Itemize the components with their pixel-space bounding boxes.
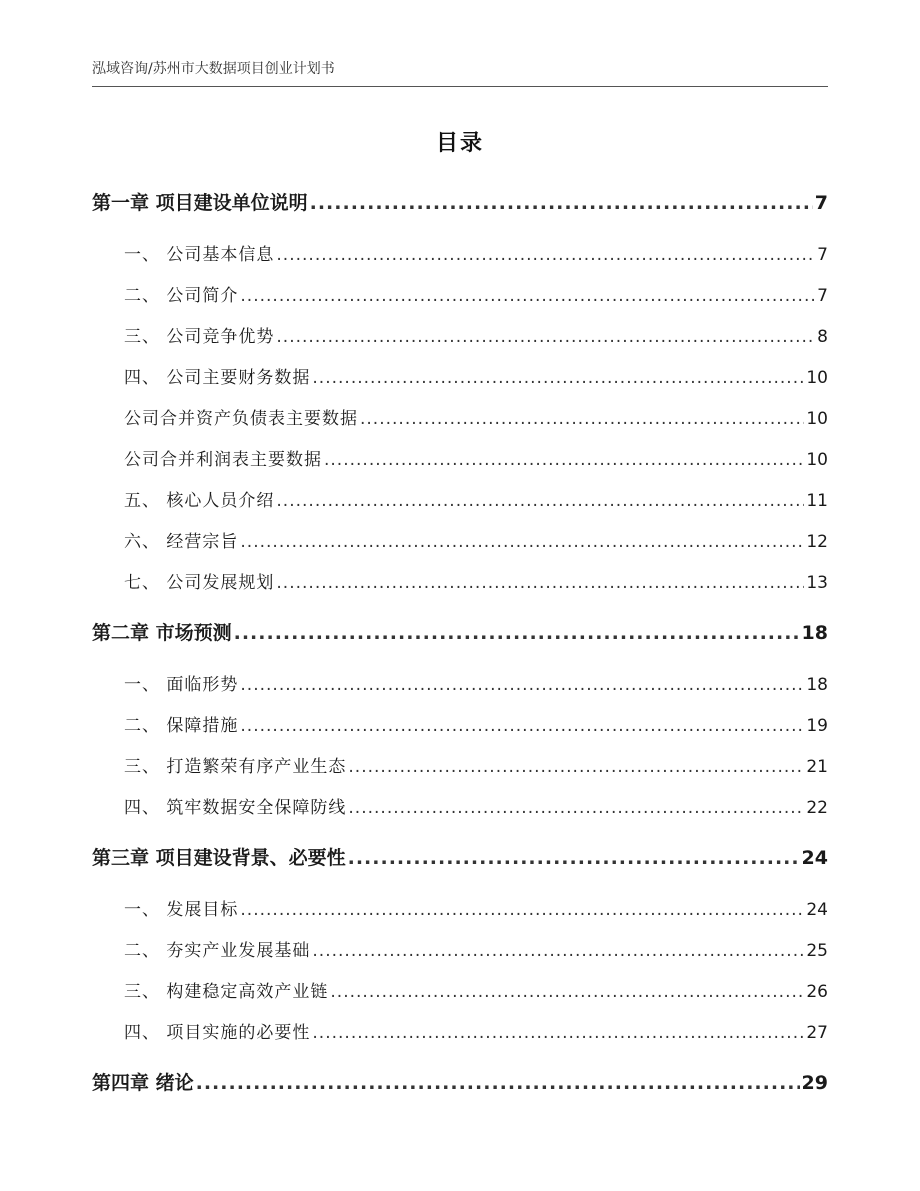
toc-entry-label: 第一章 项目建设单位说明 [92, 192, 308, 214]
toc-entry-label: 第四章 绪论 [92, 1072, 194, 1094]
toc-section-entry[interactable] [92, 404, 828, 429]
toc-section-entry[interactable] [92, 670, 828, 695]
toc-section-entry[interactable] [92, 240, 828, 265]
toc-section-entry[interactable] [92, 486, 828, 511]
toc-section-entry[interactable] [92, 752, 828, 777]
dot-leader [234, 622, 800, 644]
dot-leader [276, 245, 815, 265]
toc-section-entry[interactable] [92, 936, 828, 961]
toc-entry-label: 二、 夯实产业发展基础 [124, 941, 311, 961]
dot-leader [240, 286, 815, 306]
toc-entry-label: 三、 公司竞争优势 [124, 327, 275, 347]
toc-section-entry[interactable] [92, 322, 828, 347]
dot-leader [196, 1072, 800, 1094]
toc-section-entry[interactable] [92, 711, 828, 736]
toc-section-entry[interactable] [92, 977, 828, 1002]
toc-entry-label: 二、 公司简介 [124, 286, 239, 306]
toc-entry-label: 公司合并资产负债表主要数据 [124, 409, 358, 429]
toc-page-number: 13 [806, 573, 828, 593]
toc-page-number: 29 [801, 1072, 828, 1094]
toc-page-number: 22 [806, 798, 828, 818]
toc-page-number: 18 [801, 622, 828, 644]
toc-entry-label: 六、 经营宗旨 [124, 532, 239, 552]
toc-section-entry[interactable] [92, 445, 828, 470]
dot-leader [312, 1023, 804, 1043]
dot-leader [360, 409, 804, 429]
toc-entry-label: 三、 构建稳定高效产业链 [124, 982, 329, 1002]
toc-entry-label: 第二章 市场预测 [92, 622, 232, 644]
toc-entry-label: 四、 项目实施的必要性 [124, 1023, 311, 1043]
toc-page-number: 21 [806, 757, 828, 777]
dot-leader [240, 900, 804, 920]
dot-leader [312, 941, 804, 961]
toc-section-entry[interactable] [92, 1018, 828, 1043]
toc-entry-label: 四、 公司主要财务数据 [124, 368, 311, 388]
dot-leader [240, 532, 804, 552]
toc-page-number: 10 [806, 409, 828, 429]
toc-page-number: 24 [801, 847, 828, 869]
dot-leader [348, 757, 804, 777]
toc-page-number: 7 [817, 286, 828, 306]
dot-leader [276, 491, 804, 511]
toc-entry-label: 四、 筑牢数据安全保障防线 [124, 798, 347, 818]
dot-leader [240, 716, 804, 736]
toc-page-number: 11 [806, 491, 828, 511]
toc-entry-label: 五、 核心人员介绍 [124, 491, 275, 511]
dot-leader [310, 192, 813, 214]
toc-page-number: 7 [817, 245, 828, 265]
dot-leader [240, 675, 804, 695]
toc-chapter-entry[interactable] [92, 1068, 828, 1095]
toc-chapter-entry[interactable] [92, 188, 828, 215]
toc-page-number: 10 [806, 368, 828, 388]
toc-page-number: 26 [806, 982, 828, 1002]
page-title: 目录 [435, 131, 484, 156]
toc-entry-label: 第三章 项目建设背景、必要性 [92, 847, 346, 869]
toc-page-number: 19 [806, 716, 828, 736]
toc-page-number: 8 [817, 327, 828, 347]
toc-page-number: 10 [806, 450, 828, 470]
toc-chapter-entry[interactable] [92, 618, 828, 645]
toc-section-entry[interactable] [92, 568, 828, 593]
page-header: 泓域咨询/苏州市大数据项目创业计划书 [92, 58, 828, 87]
toc-entry-label: 一、 公司基本信息 [124, 245, 275, 265]
dot-leader [324, 450, 804, 470]
toc-entry-label: 七、 公司发展规划 [124, 573, 275, 593]
toc-entry-label: 二、 保障措施 [124, 716, 239, 736]
toc-section-entry[interactable] [92, 527, 828, 552]
dot-leader [276, 573, 804, 593]
toc-page-number: 25 [806, 941, 828, 961]
toc-entry-label: 一、 发展目标 [124, 900, 239, 920]
toc-entry-label: 三、 打造繁荣有序产业生态 [124, 757, 347, 777]
dot-leader [330, 982, 804, 1002]
toc-section-entry[interactable] [92, 281, 828, 306]
toc-section-entry[interactable] [92, 793, 828, 818]
toc-entry-label: 公司合并利润表主要数据 [124, 450, 322, 470]
dot-leader [348, 847, 800, 869]
toc-page-number: 27 [806, 1023, 828, 1043]
toc-section-entry[interactable] [92, 363, 828, 388]
toc-page-number: 12 [806, 532, 828, 552]
dot-leader [312, 368, 804, 388]
toc-page-number: 24 [806, 900, 828, 920]
toc-page-number: 7 [814, 192, 828, 214]
toc-section-entry[interactable] [92, 895, 828, 920]
toc-chapter-entry[interactable] [92, 843, 828, 870]
toc-page-number: 18 [806, 675, 828, 695]
dot-leader [348, 798, 804, 818]
toc-entry-label: 一、 面临形势 [124, 675, 239, 695]
dot-leader [276, 327, 815, 347]
